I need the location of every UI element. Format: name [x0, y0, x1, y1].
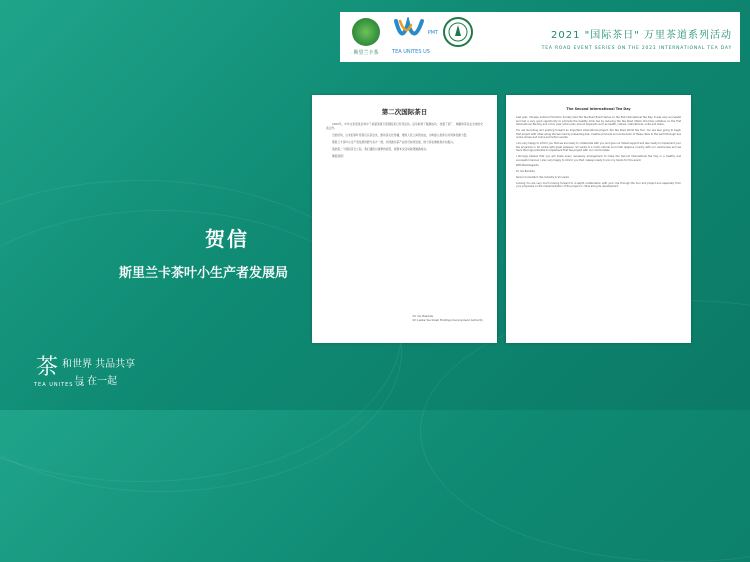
chinese-letter-title: 第二次国际茶日 — [381, 108, 428, 116]
event-banner — [340, 12, 740, 62]
letter-paragraph: 顺祝商祺！ — [332, 154, 346, 159]
letter-paragraph: 值此第二个国际茶日之际，我们谨致以诚挚的祝贺，祝愿本次活动取得圆满成功。 — [332, 147, 429, 152]
letter-paragraph: You are launching and pushing forward an important international project, the Tea Road World Tea Tour. You are also going to begin that project with cities along the tea road by presenting tea, creative products and ecotourism of these cities to the world through live online shows and online promotion events. — [516, 128, 681, 140]
event-subtitle: TEA ROAD EVENT SERIES ON THE 2021 INTERNATIONAL TEA DAY — [541, 46, 732, 51]
slogan-line-2: 与 在一起 — [74, 376, 118, 387]
english-letter-body — [506, 111, 691, 189]
slogan-line-1: 和世界 共品共享 — [62, 359, 136, 370]
tea-unites-us-text: TEA UNITES US — [392, 49, 430, 55]
letter-paragraph: Senior Consultant, Tea Industry & Sri Lanka — [516, 175, 569, 179]
letter-paragraph: 当此时刻，古老的茶叶使者们以茶会友，推动茶文化传播，增进人民之间的友谊，为构建人类命运共同体贡献力量。 — [332, 133, 470, 138]
signer-organization: Sri Lanka Tea Small Holdings Development Authority — [412, 318, 483, 322]
pmt-tag: PMT — [427, 30, 439, 36]
letter-paragraph: Last year, Chinese Culture Promotion Society held the Tea Road Event Series on the first International Tea Day. It was very successful and had a very good opportunity to promote the healthy drink tea by reducing the Tea Road (Wanli Cha Dao) initiative on the first International Tea Day and a four year action plan around keywords such as health, culture, international, unite and share. — [516, 116, 681, 127]
sri-lanka-tea-logo — [352, 18, 380, 46]
letter-paragraph: 2020年，中华文化促进会举办了首届茶道万里国际茶日系列活动。活动取得了圆满成功，加强了茶厂、城镇和茶区在全球的交流合作。 — [326, 122, 483, 131]
letter-paragraph: Loosing You are very much looking forward to in-depth collaboration with your role through the tour and project and especially from your proposals on the implementation of the project in cities along its development. — [516, 181, 681, 189]
event-title: 2021 "国际茶日" 万里茶道系列活动 — [550, 30, 732, 41]
letter-paragraph: With Best Regards, — [516, 164, 540, 168]
letter-paragraph: Dr. GG Bandula — [516, 170, 535, 174]
sri-lanka-tea-logo-text: 斯里兰卡茶 — [353, 50, 379, 56]
tea-logo-english: TEA UNITES US — [34, 382, 85, 388]
chinese-letter-signature — [413, 315, 483, 323]
congratulatory-letter-caption: 贺信 — [205, 227, 249, 251]
letter-paragraph: 斯里兰卡茶叶小生产者发展局愿与各方一道，共同推动茶产业的可持续发展，助力茶农增收和乡村振兴。 — [332, 140, 456, 145]
english-letter-title: The Second International Tea Day — [566, 107, 631, 111]
letter-paragraph: I strongly believe that you will make every necessary arrangement to make the Second International Tea Day in a healthy and successful manner. I also very happy to inform you that I always ready to join my hands for this event. — [516, 154, 681, 162]
sender-organization-caption: 斯里兰卡茶叶小生产者发展局 — [118, 266, 288, 281]
chinese-letter-page — [312, 95, 497, 343]
tea-character-logo: 茶 — [36, 355, 59, 380]
english-letter-page — [506, 95, 691, 343]
chinese-letter-body — [312, 116, 497, 158]
tea-unites-us-logo — [394, 17, 428, 47]
signer-name: Dr. GG Bandula — [412, 314, 433, 318]
letter-paragraph: I am very happy to inform you that we are ready to collaborate with you and give our fullest support and also ready to implement your tea programs in Sri Lanka with great pleasure. Sri Lanka is a multi cultural and multi religious country with our ceremonies and we have the huge potential to implement that tea project with our communities. — [516, 141, 681, 153]
